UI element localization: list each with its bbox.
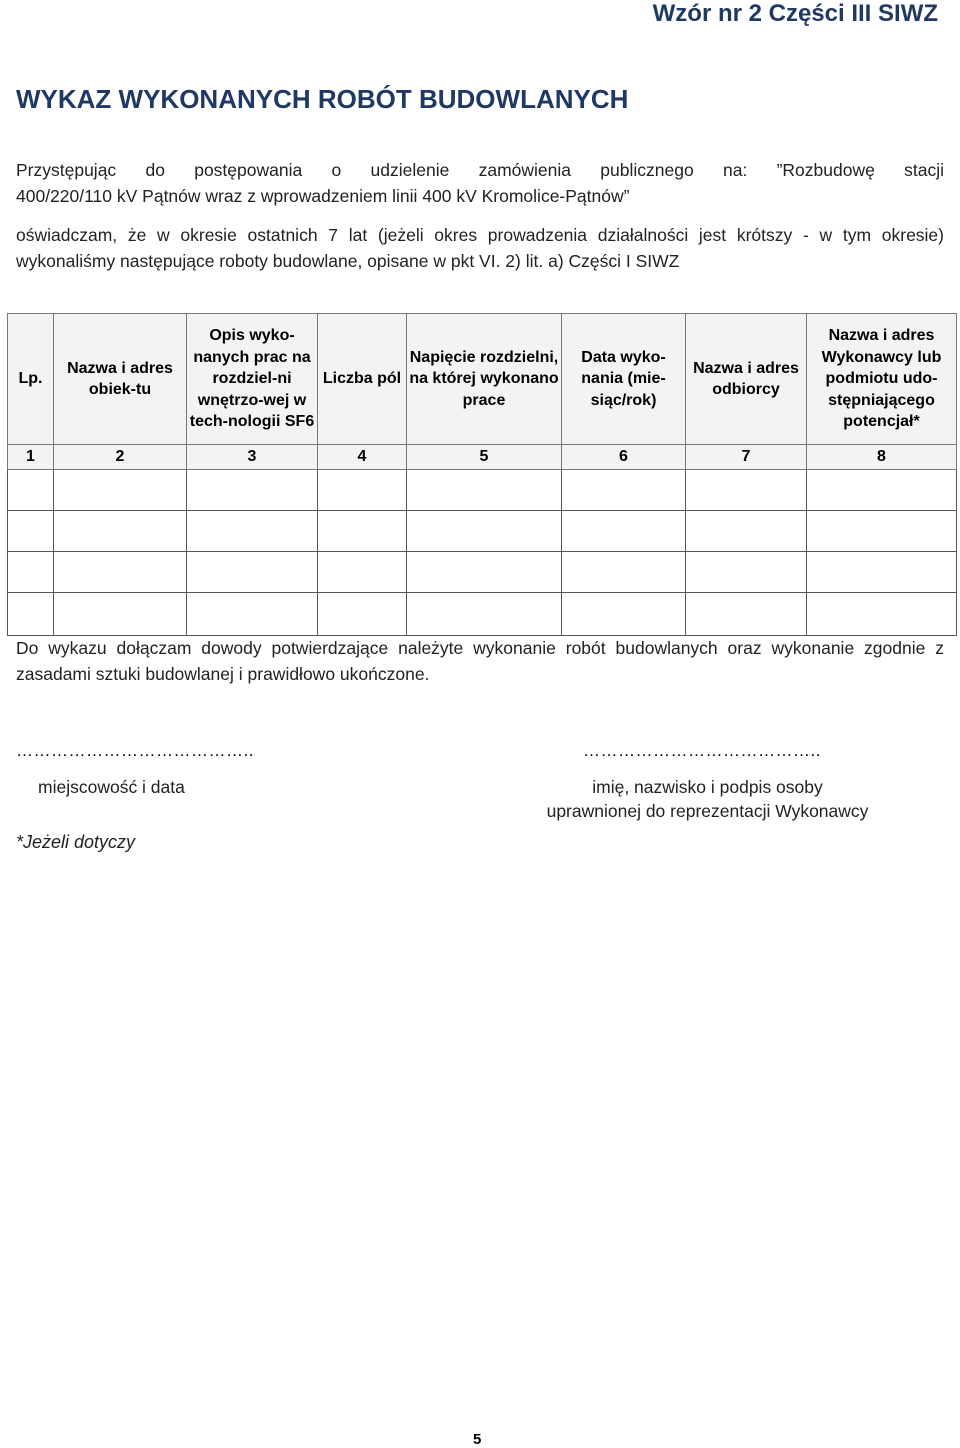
header-work-description: Opis wyko-nanych prac na rozdziel-ni wnętrzo-wej w tech-nologii SF6 (187, 314, 318, 445)
intro-line-2: 400/220/110 kV Pątnów wraz z wprowadzeniem linii 400 kV Kromolice-Pątnów” (16, 186, 630, 206)
table-cell[interactable] (686, 593, 807, 636)
column-number: 6 (562, 445, 686, 470)
table-cell[interactable] (807, 511, 957, 552)
page-title: WYKAZ WYKONANYCH ROBÓT BUDOWLANYCH (16, 84, 629, 114)
place-date-label: miejscowość i data (38, 777, 185, 797)
table-cell[interactable] (318, 593, 407, 636)
table-header-row (8, 314, 957, 445)
closing-paragraph: Do wykazu dołączam dowody potwierdzające należyte wykonanie robót budowlanych oraz wykonanie zgodnie z zasadami sztuki budowlanej i prawidłowo ukończone. (16, 638, 944, 684)
table-cell[interactable] (187, 593, 318, 636)
table-cell[interactable] (407, 511, 562, 552)
table-cell[interactable] (8, 552, 54, 593)
intro-line-1: Przystępując do postępowania o udzielenie zamówienia publicznego na: ”Rozbudowę stacji (16, 160, 944, 180)
table-cell[interactable] (54, 552, 187, 593)
signature-label-line-2: uprawnionej do reprezentacji Wykonawcy (546, 801, 869, 821)
table-row (8, 552, 957, 593)
header-contractor: Nazwa i adres Wykonawcy lub podmiotu udo-stępniającego potencjał* (807, 314, 957, 445)
table-cell[interactable] (686, 552, 807, 593)
table-cell[interactable] (807, 593, 957, 636)
table-cell[interactable] (686, 470, 807, 511)
table-cell[interactable] (562, 470, 686, 511)
table-row (8, 511, 957, 552)
table-cell[interactable] (54, 593, 187, 636)
place-date-line: ………………………………….. (16, 741, 254, 760)
header-completion-date: Data wyko-nania (mie-siąc/rok) (562, 314, 686, 445)
table-cell[interactable] (187, 511, 318, 552)
table-cell[interactable] (686, 511, 807, 552)
header-lp: Lp. (8, 314, 54, 445)
table-cell[interactable] (318, 470, 407, 511)
table-cell[interactable] (562, 511, 686, 552)
column-number: 3 (187, 445, 318, 470)
header-field-count: Liczba pól (318, 314, 407, 445)
table-cell[interactable] (318, 552, 407, 593)
table-cell[interactable] (187, 552, 318, 593)
signature-line: ………………………………….. (583, 741, 821, 760)
table-cell[interactable] (8, 511, 54, 552)
signature-label-line-1: imię, nazwisko i podpis osoby (592, 777, 823, 797)
table-cell[interactable] (807, 470, 957, 511)
statement-paragraph: oświadczam, że w okresie ostatnich 7 lat (jeżeli okres prowadzenia działalności jest krótszy - w tym okresie) wykonaliśmy następujące roboty budowlane, opisane w pkt VI. 2) lit. a) Części I SIWZ (16, 225, 944, 271)
signature-label (480, 775, 935, 823)
table-cell[interactable] (562, 552, 686, 593)
table-cell[interactable] (807, 552, 957, 593)
column-number: 5 (407, 445, 562, 470)
table-cell[interactable] (187, 470, 318, 511)
works-table (7, 313, 957, 636)
table-row (8, 470, 957, 511)
header-recipient: Nazwa i adres odbiorcy (686, 314, 807, 445)
table-cell[interactable] (8, 593, 54, 636)
column-number: 8 (807, 445, 957, 470)
document-reference: Wzór nr 2 Części III SIWZ (652, 0, 938, 27)
column-number: 7 (686, 445, 807, 470)
page-number: 5 (473, 1431, 482, 1448)
table-cell[interactable] (407, 552, 562, 593)
table-cell[interactable] (54, 470, 187, 511)
table-cell[interactable] (562, 593, 686, 636)
column-number: 1 (8, 445, 54, 470)
table-cell[interactable] (8, 470, 54, 511)
table-row (8, 593, 957, 636)
table-cell[interactable] (407, 470, 562, 511)
table-cell[interactable] (54, 511, 187, 552)
column-number: 2 (54, 445, 187, 470)
column-number: 4 (318, 445, 407, 470)
column-number-row (8, 445, 957, 470)
footnote: *Jeżeli dotyczy (16, 832, 136, 852)
header-object-name-address: Nazwa i adres obiek-tu (54, 314, 187, 445)
table-cell[interactable] (318, 511, 407, 552)
intro-paragraph (16, 157, 944, 209)
header-voltage: Napięcie rozdzielni, na której wykonano prace (407, 314, 562, 445)
table-cell[interactable] (407, 593, 562, 636)
